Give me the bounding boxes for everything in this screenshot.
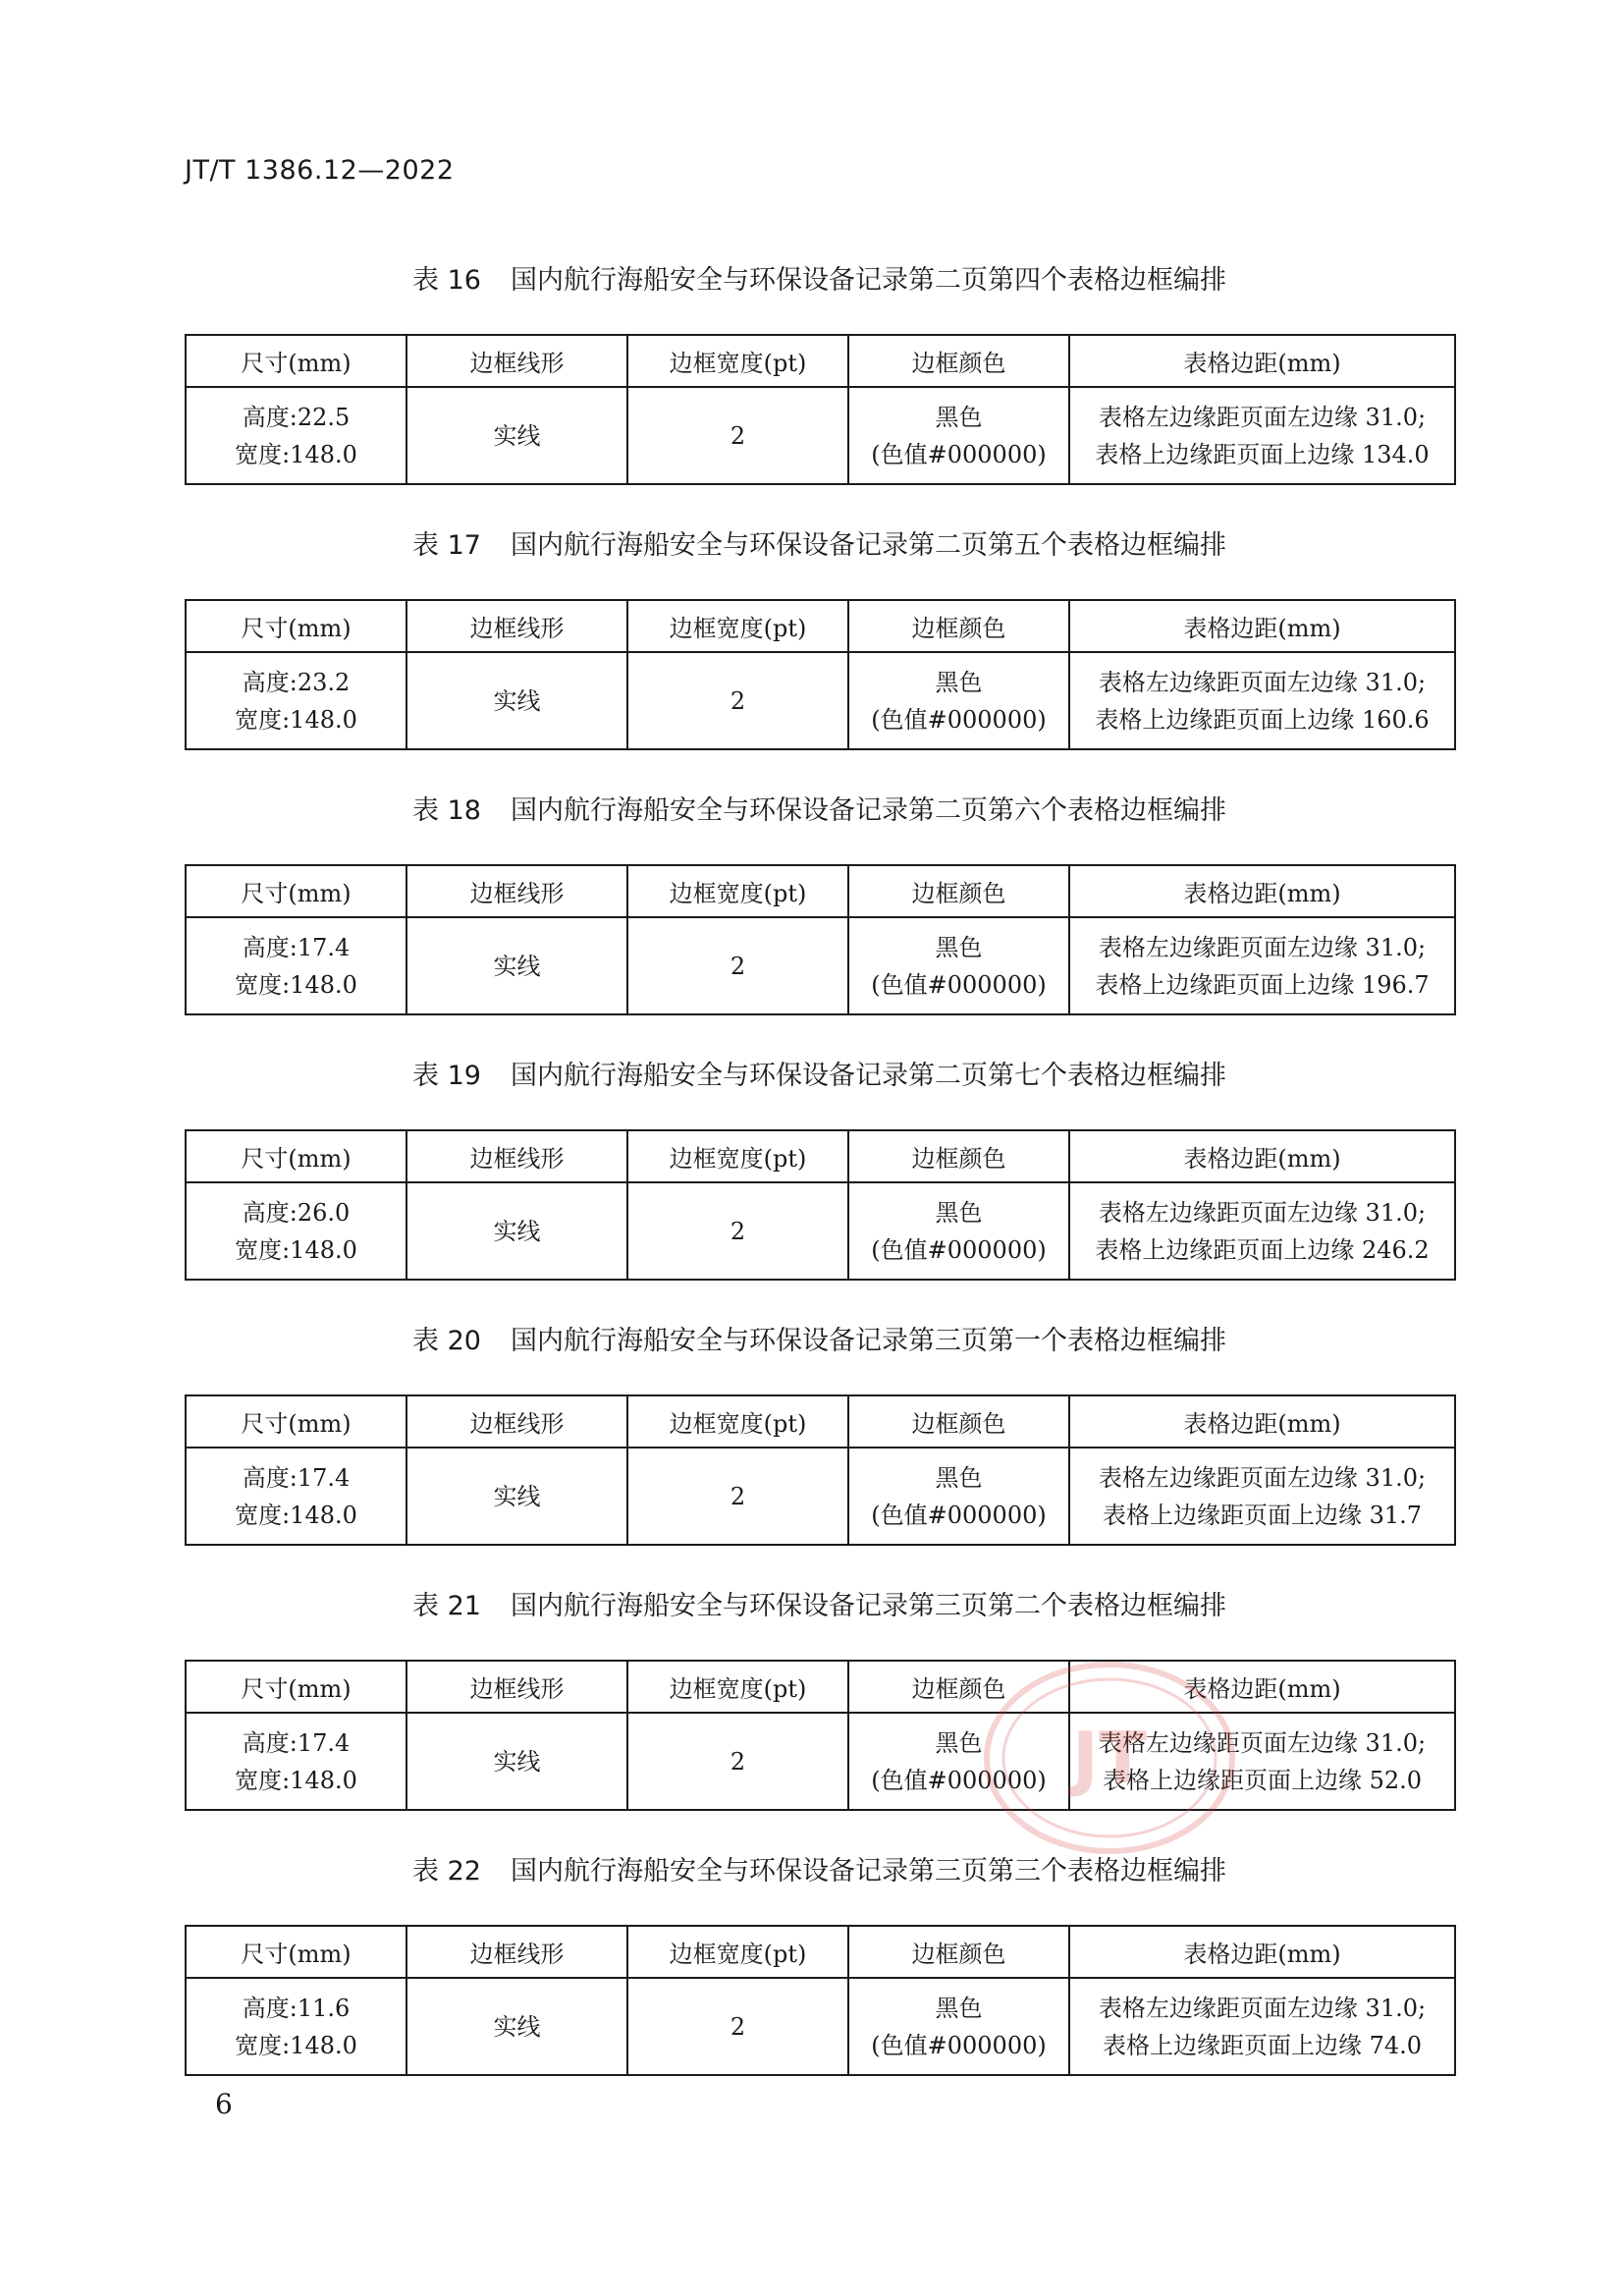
margin-left: 表格左边缘距页面左边缘 31.0; [1098, 933, 1427, 961]
table-caption [185, 526, 1454, 566]
table-caption [185, 792, 1454, 831]
table-caption [185, 1322, 1454, 1361]
table-block [185, 1057, 1454, 1281]
cell-margin [1069, 1182, 1455, 1280]
cell-size [186, 1448, 406, 1545]
cell-margin [1069, 387, 1455, 484]
margin-left: 表格左边缘距页面左边缘 31.0; [1098, 1198, 1427, 1227]
cell-line-type: 实线 [406, 917, 627, 1014]
height-value: 高度:11.6 [242, 1994, 351, 2022]
header-margin: 表格边距(mm) [1069, 865, 1455, 917]
margin-left: 表格左边缘距页面左边缘 31.0; [1098, 1994, 1427, 2022]
table-header-row [186, 335, 1455, 387]
border-spec-table [185, 1925, 1456, 2076]
table-header-row [186, 1926, 1455, 1978]
header-border-color: 边框颜色 [848, 1130, 1069, 1182]
cell-border-color [848, 387, 1069, 484]
jt-stamp-watermark [982, 1660, 1237, 1856]
width-value: 宽度:148.0 [235, 970, 357, 999]
width-value: 宽度:148.0 [235, 2031, 357, 2059]
table-title: 国内航行海船安全与环保设备记录第二页第五个表格边框编排 [510, 530, 1226, 561]
cell-size [186, 917, 406, 1014]
margin-top: 表格上边缘距页面上边缘 196.7 [1095, 970, 1430, 999]
margin-left: 表格左边缘距页面左边缘 31.0; [1098, 403, 1427, 431]
margin-top: 表格上边缘距页面上边缘 160.6 [1095, 705, 1430, 734]
color-value: (色值#000000) [871, 1235, 1047, 1264]
header-size: 尺寸(mm) [186, 1926, 406, 1978]
table-row [186, 387, 1455, 484]
header-border-color: 边框颜色 [848, 865, 1069, 917]
height-value: 高度:17.4 [242, 1728, 351, 1757]
margin-left: 表格左边缘距页面左边缘 31.0; [1098, 1463, 1427, 1492]
table-block [185, 1587, 1454, 1811]
header-border-width: 边框宽度(pt) [627, 1395, 848, 1448]
color-value: (色值#000000) [871, 2031, 1047, 2059]
cell-line-type: 实线 [406, 387, 627, 484]
table-block [185, 261, 1454, 485]
cell-border-color [848, 1182, 1069, 1280]
cell-size [186, 652, 406, 749]
margin-left: 表格左边缘距页面左边缘 31.0; [1098, 1728, 1427, 1757]
margin-top: 表格上边缘距页面上边缘 74.0 [1102, 2031, 1423, 2059]
table-title: 国内航行海船安全与环保设备记录第二页第四个表格边框编排 [510, 265, 1226, 296]
table-row [186, 1182, 1455, 1280]
height-value: 高度:17.4 [242, 1463, 351, 1492]
header-border-width: 边框宽度(pt) [627, 335, 848, 387]
color-value: (色值#000000) [871, 440, 1047, 468]
header-margin: 表格边距(mm) [1069, 1926, 1455, 1978]
margin-top: 表格上边缘距页面上边缘 246.2 [1095, 1235, 1430, 1264]
table-caption [185, 1852, 1454, 1891]
cell-size [186, 1713, 406, 1810]
header-size: 尺寸(mm) [186, 1395, 406, 1448]
header-size: 尺寸(mm) [186, 600, 406, 652]
height-value: 高度:26.0 [242, 1198, 351, 1227]
header-border-width: 边框宽度(pt) [627, 1130, 848, 1182]
color-value: (色值#000000) [871, 1766, 1047, 1794]
color-name: 黑色 [935, 1728, 983, 1757]
table-header-row [186, 1661, 1455, 1713]
header-border-color: 边框颜色 [848, 1926, 1069, 1978]
cell-margin [1069, 917, 1455, 1014]
table-row [186, 652, 1455, 749]
cell-border-width: 2 [627, 1713, 848, 1810]
border-spec-table [185, 1394, 1456, 1546]
header-line-type: 边框线形 [406, 600, 627, 652]
header-size: 尺寸(mm) [186, 335, 406, 387]
table-title: 国内航行海船安全与环保设备记录第二页第七个表格边框编排 [510, 1061, 1226, 1091]
color-name: 黑色 [935, 668, 983, 696]
header-margin: 表格边距(mm) [1069, 1130, 1455, 1182]
cell-border-color [848, 1448, 1069, 1545]
table-caption [185, 1587, 1454, 1626]
width-value: 宽度:148.0 [235, 705, 357, 734]
table-block [185, 526, 1454, 750]
color-value: (色值#000000) [871, 1501, 1047, 1529]
color-name: 黑色 [935, 403, 983, 431]
width-value: 宽度:148.0 [235, 1501, 357, 1529]
table-caption [185, 1057, 1454, 1096]
table-header-row [186, 1395, 1455, 1448]
header-border-color: 边框颜色 [848, 1395, 1069, 1448]
header-size: 尺寸(mm) [186, 1661, 406, 1713]
table-title: 国内航行海船安全与环保设备记录第三页第一个表格边框编排 [510, 1326, 1226, 1356]
width-value: 宽度:148.0 [235, 440, 357, 468]
header-line-type: 边框线形 [406, 1130, 627, 1182]
cell-line-type: 实线 [406, 1182, 627, 1280]
header-margin: 表格边距(mm) [1069, 1661, 1455, 1713]
cell-border-width: 2 [627, 1978, 848, 2075]
table-row [186, 1713, 1455, 1810]
header-border-width: 边框宽度(pt) [627, 1926, 848, 1978]
width-value: 宽度:148.0 [235, 1766, 357, 1794]
height-value: 高度:22.5 [242, 403, 351, 431]
table-row [186, 1978, 1455, 2075]
border-spec-table [185, 1129, 1456, 1281]
cell-border-width: 2 [627, 917, 848, 1014]
table-header-row [186, 865, 1455, 917]
color-value: (色值#000000) [871, 970, 1047, 999]
cell-line-type: 实线 [406, 1713, 627, 1810]
margin-top: 表格上边缘距页面上边缘 52.0 [1102, 1766, 1423, 1794]
svg-text:JT: JT [1072, 1717, 1147, 1799]
header-line-type: 边框线形 [406, 1661, 627, 1713]
table-number: 表 21 [412, 1591, 481, 1621]
color-name: 黑色 [935, 1463, 983, 1492]
width-value: 宽度:148.0 [235, 1235, 357, 1264]
color-name: 黑色 [935, 933, 983, 961]
cell-border-width: 2 [627, 1448, 848, 1545]
cell-border-width: 2 [627, 1182, 848, 1280]
cell-border-color [848, 917, 1069, 1014]
table-header-row [186, 600, 1455, 652]
table-caption [185, 261, 1454, 301]
header-border-width: 边框宽度(pt) [627, 600, 848, 652]
header-border-color: 边框颜色 [848, 335, 1069, 387]
header-border-color: 边框颜色 [848, 600, 1069, 652]
header-border-color: 边框颜色 [848, 1661, 1069, 1713]
color-value: (色值#000000) [871, 705, 1047, 734]
table-number: 表 20 [412, 1326, 481, 1356]
header-size: 尺寸(mm) [186, 865, 406, 917]
cell-border-width: 2 [627, 652, 848, 749]
cell-margin [1069, 1978, 1455, 2075]
table-header-row [186, 1130, 1455, 1182]
border-spec-table [185, 334, 1456, 485]
header-border-width: 边框宽度(pt) [627, 865, 848, 917]
table-block [185, 1852, 1454, 2076]
table-block [185, 1322, 1454, 1546]
margin-top: 表格上边缘距页面上边缘 31.7 [1102, 1501, 1423, 1529]
table-block [185, 792, 1454, 1015]
cell-border-width: 2 [627, 387, 848, 484]
cell-size [186, 1182, 406, 1280]
border-spec-table [185, 599, 1456, 750]
color-name: 黑色 [935, 1198, 983, 1227]
border-spec-table [185, 1660, 1456, 1811]
margin-left: 表格左边缘距页面左边缘 31.0; [1098, 668, 1427, 696]
table-title: 国内航行海船安全与环保设备记录第二页第六个表格边框编排 [510, 795, 1226, 826]
cell-size [186, 1978, 406, 2075]
border-spec-table [185, 864, 1456, 1015]
header-line-type: 边框线形 [406, 1395, 627, 1448]
cell-margin [1069, 1448, 1455, 1545]
cell-border-color [848, 1978, 1069, 2075]
table-number: 表 17 [412, 530, 481, 561]
table-row [186, 917, 1455, 1014]
cell-line-type: 实线 [406, 1448, 627, 1545]
cell-border-color [848, 652, 1069, 749]
cell-margin [1069, 652, 1455, 749]
header-margin: 表格边距(mm) [1069, 335, 1455, 387]
height-value: 高度:23.2 [242, 668, 351, 696]
cell-size [186, 387, 406, 484]
table-number: 表 16 [412, 265, 481, 296]
document-code: JT/T 1386.12—2022 [185, 155, 455, 186]
height-value: 高度:17.4 [242, 933, 351, 961]
table-row [186, 1448, 1455, 1545]
cell-line-type: 实线 [406, 1978, 627, 2075]
header-border-width: 边框宽度(pt) [627, 1661, 848, 1713]
table-number: 表 22 [412, 1856, 481, 1886]
table-number: 表 18 [412, 795, 481, 826]
table-title: 国内航行海船安全与环保设备记录第三页第二个表格边框编排 [510, 1591, 1226, 1621]
header-size: 尺寸(mm) [186, 1130, 406, 1182]
color-name: 黑色 [935, 1994, 983, 2022]
header-margin: 表格边距(mm) [1069, 600, 1455, 652]
header-line-type: 边框线形 [406, 865, 627, 917]
table-title: 国内航行海船安全与环保设备记录第三页第三个表格边框编排 [510, 1856, 1226, 1886]
margin-top: 表格上边缘距页面上边缘 134.0 [1095, 440, 1430, 468]
cell-line-type: 实线 [406, 652, 627, 749]
page-number: 6 [215, 2088, 233, 2120]
header-line-type: 边框线形 [406, 1926, 627, 1978]
header-line-type: 边框线形 [406, 335, 627, 387]
header-margin: 表格边距(mm) [1069, 1395, 1455, 1448]
table-number: 表 19 [412, 1061, 481, 1091]
